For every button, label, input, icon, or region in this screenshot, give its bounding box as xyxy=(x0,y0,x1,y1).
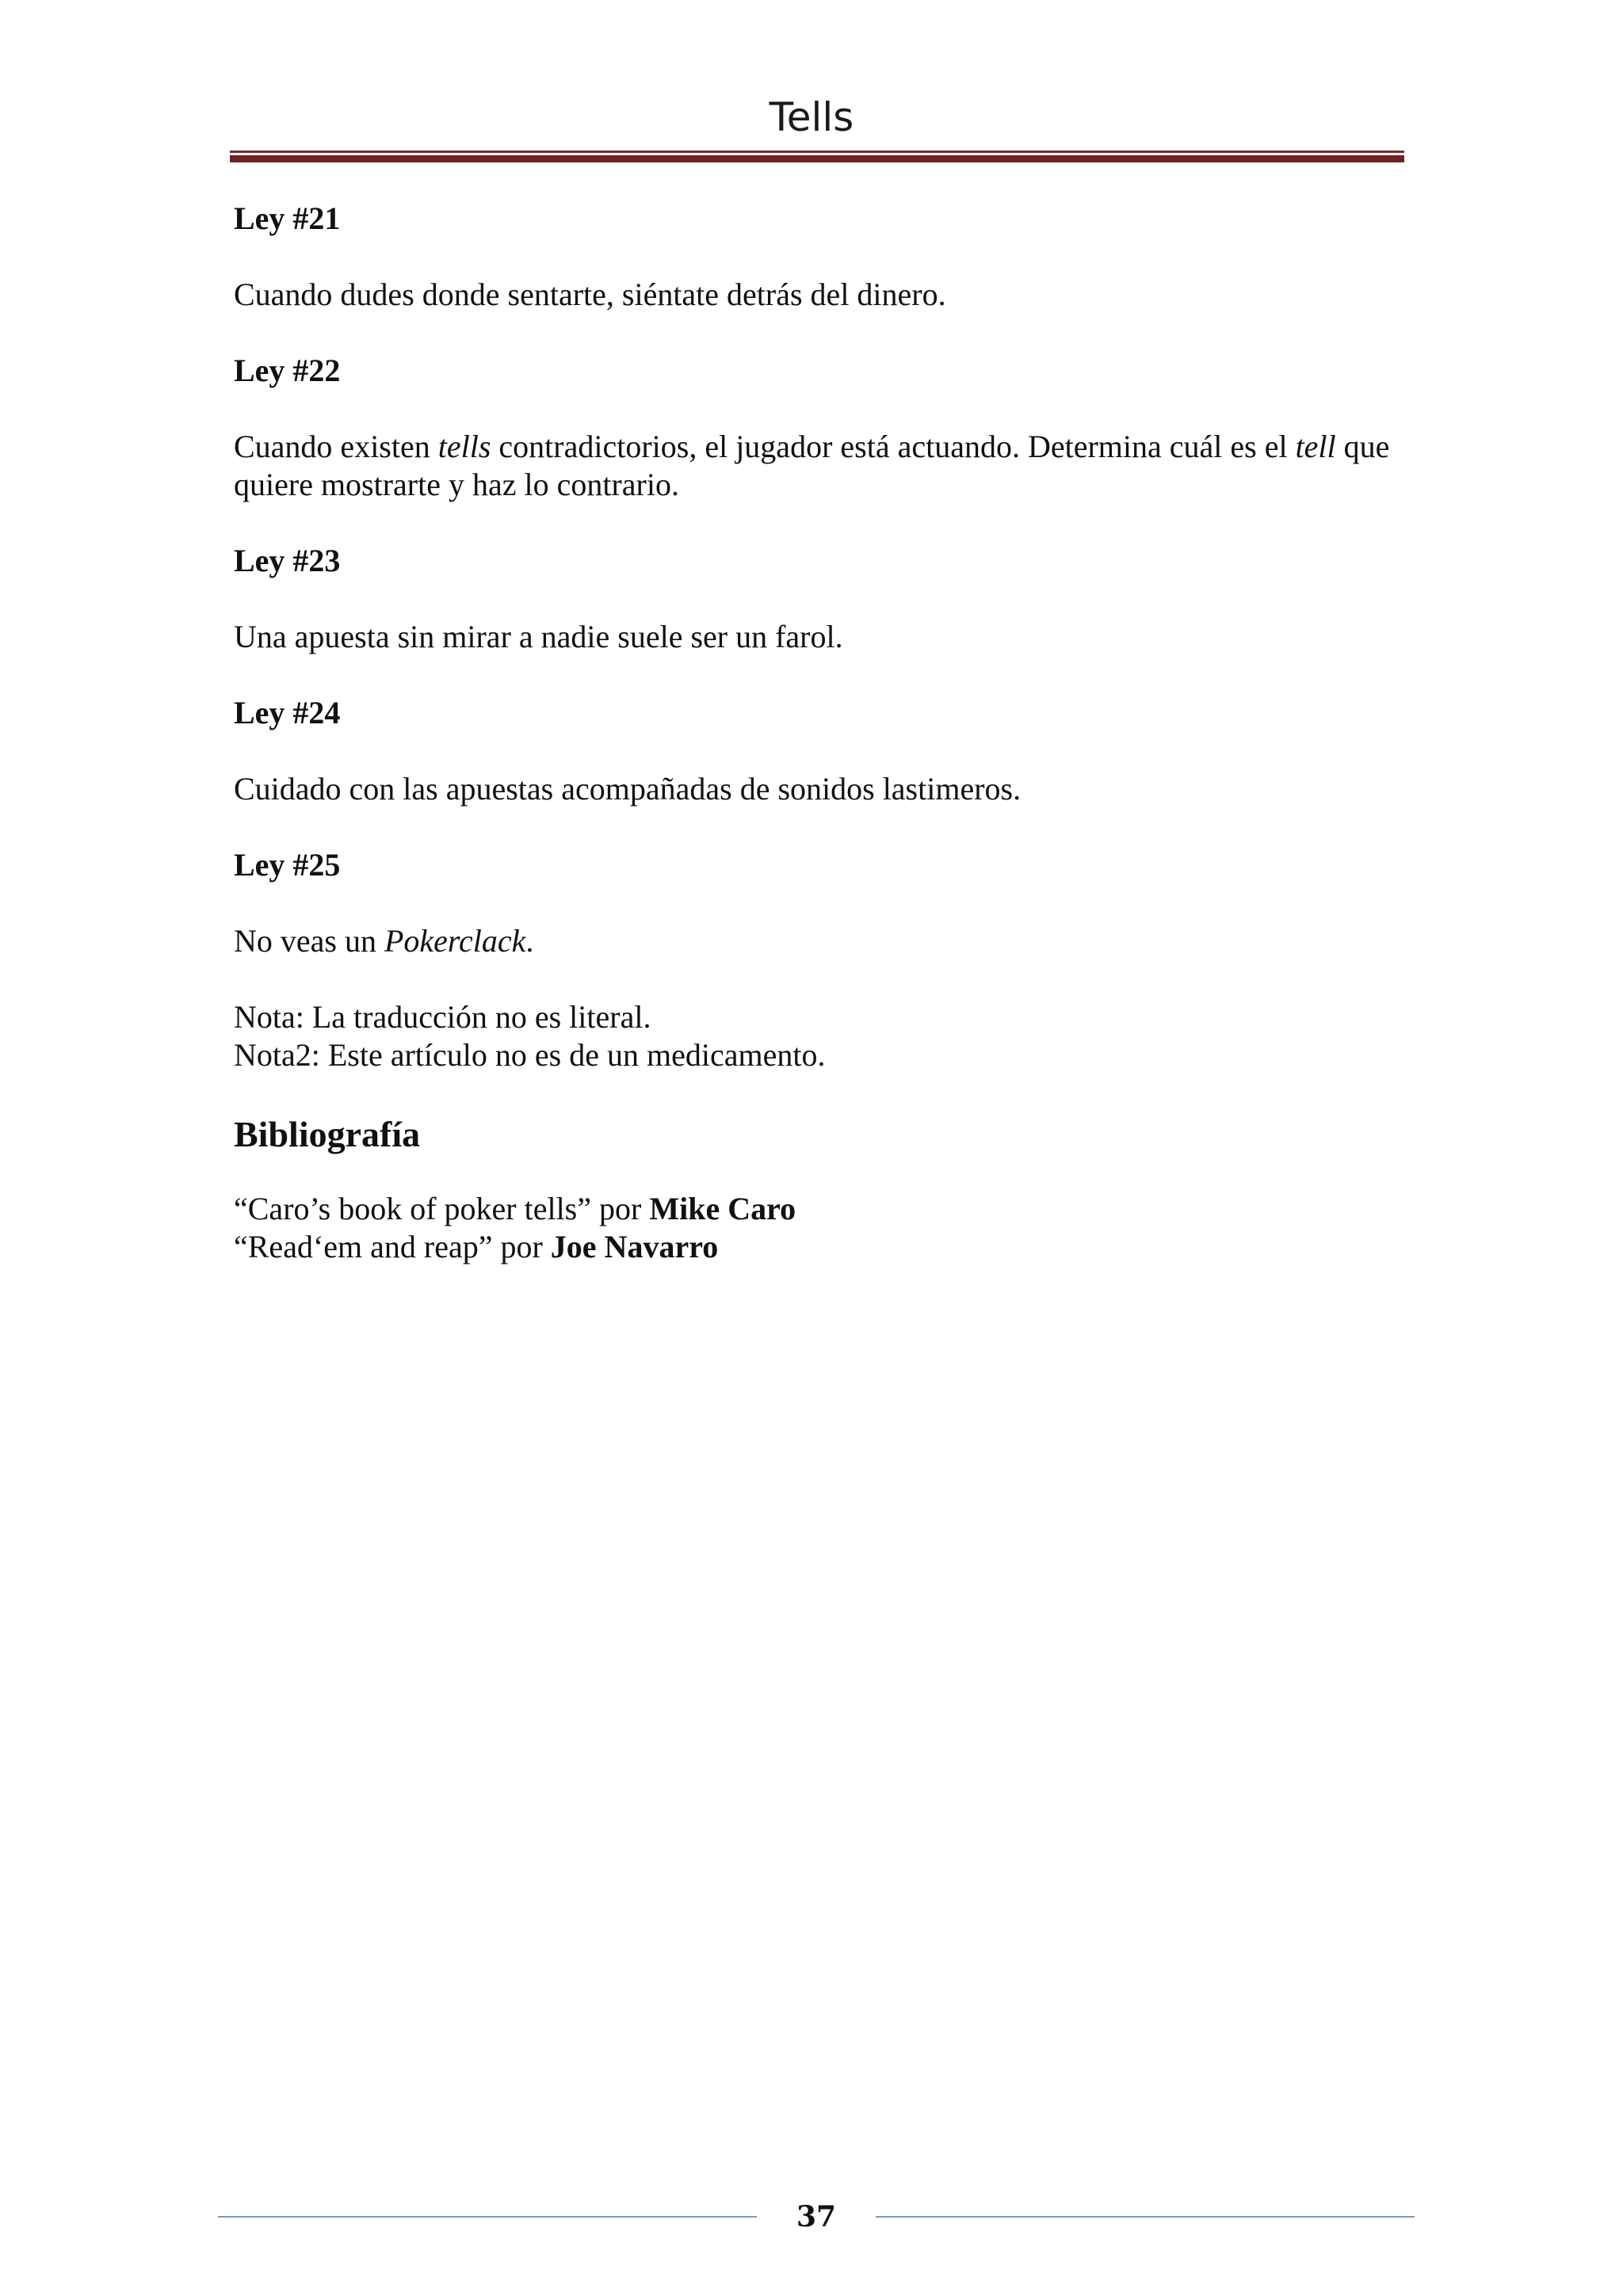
law-text xyxy=(234,428,1399,504)
bibliography-author: Mike Caro xyxy=(649,1191,796,1226)
bibliography-entry xyxy=(234,1228,1399,1266)
law-heading: Ley #22 xyxy=(234,353,341,388)
law-text-segment: No veas un xyxy=(234,923,384,959)
laws-list xyxy=(234,200,1399,960)
law-text xyxy=(234,922,1399,960)
law-heading: Ley #21 xyxy=(234,200,341,236)
bibliography-list xyxy=(234,1190,1399,1266)
law-text-italic: Pokerclack xyxy=(384,923,526,959)
law-text xyxy=(234,276,1399,314)
bibliography-title: “Read‘em and reap” por xyxy=(234,1229,551,1264)
law-text-segment: Cuando dudes donde sentarte, siéntate detrás del dinero. xyxy=(234,277,946,312)
law-text-segment: Cuidado con las apuestas acompañadas de sonidos lastimeros. xyxy=(234,771,1022,807)
law-text-segment: que quiere mostrarte y haz lo contrario. xyxy=(234,429,1390,502)
law-text-segment: Una apuesta sin mirar a nadie suele ser un farol. xyxy=(234,619,843,654)
law-text-segment: contradictorios, el jugador está actuando. Determina cuál es el xyxy=(491,429,1296,464)
header-rule-thin xyxy=(230,151,1404,153)
page-header-title: Tells xyxy=(769,94,854,140)
law-text xyxy=(234,770,1399,808)
bibliography-title: “Caro’s book of poker tells” por xyxy=(234,1191,650,1226)
law-text-italic: tells xyxy=(437,429,491,464)
notes xyxy=(234,998,1399,1074)
law-text-segment: Cuando existen xyxy=(234,429,438,464)
bibliography-entry xyxy=(234,1190,1399,1228)
law-heading: Ley #23 xyxy=(234,543,341,578)
law-heading: Ley #25 xyxy=(234,847,341,883)
law-text-italic: tell xyxy=(1295,429,1336,464)
page-content xyxy=(234,200,1399,1266)
law-heading: Ley #24 xyxy=(234,695,341,730)
bibliography-author: Joe Navarro xyxy=(550,1229,719,1264)
law-text xyxy=(234,618,1399,656)
footer-rule-left xyxy=(218,2216,757,2218)
note-line: Nota: La traducción no es literal. xyxy=(234,999,651,1035)
footer-rule-right xyxy=(876,2216,1415,2218)
header-rule-thick xyxy=(230,155,1404,162)
note-line: Nota2: Este artículo no es de un medicamento. xyxy=(234,1037,826,1073)
section-heading-bibliography: Bibliografía xyxy=(234,1114,421,1154)
page-footer xyxy=(218,2193,1415,2241)
law-text-segment: . xyxy=(525,923,534,959)
page-number: 37 xyxy=(796,2200,837,2233)
